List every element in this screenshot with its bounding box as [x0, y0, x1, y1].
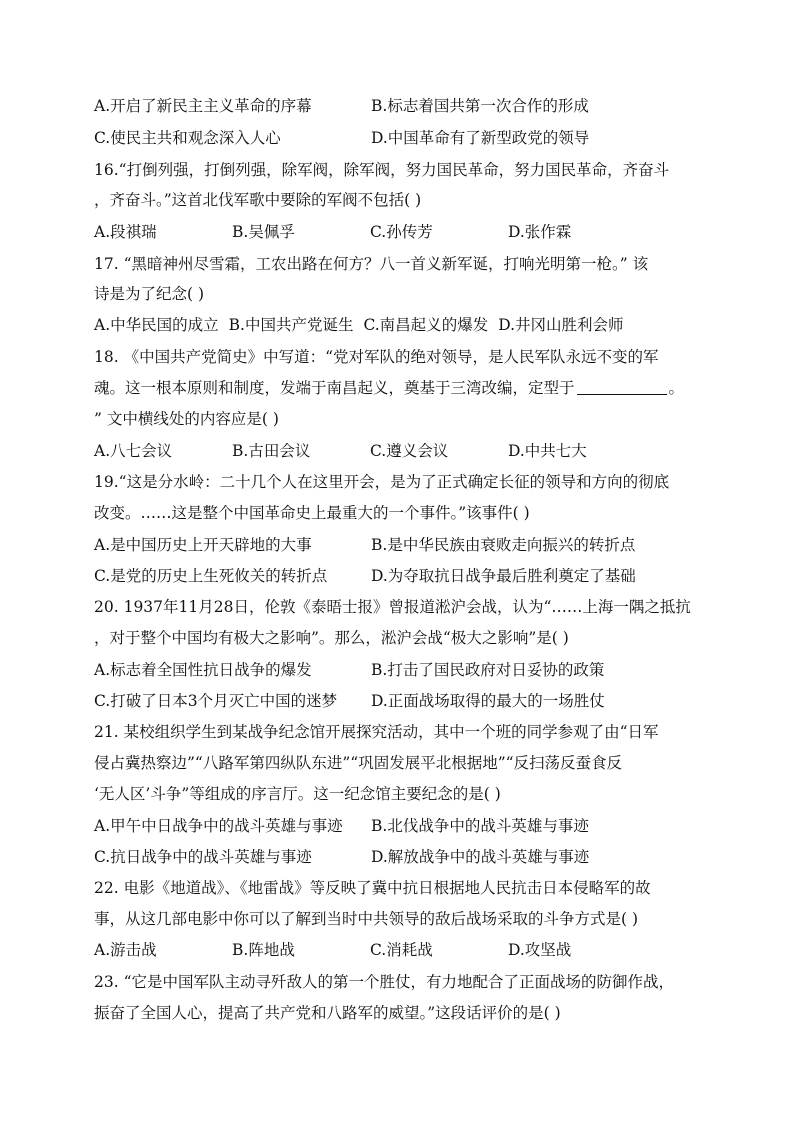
q18-option-d: D.中共七大	[508, 442, 587, 460]
q21-options-row1	[94, 816, 702, 836]
q18-stem-line3: ” 文中横线处的内容应是( )	[94, 410, 279, 428]
q19-options-row1	[94, 535, 702, 555]
q17-stem-line2: 诗是为了纪念( )	[94, 285, 205, 303]
q16-option-a: A.段祺瑞	[94, 223, 157, 241]
q15-option-c: C.使民主共和观念深入人心	[94, 129, 281, 147]
q15-options-row1	[94, 96, 702, 116]
q23-stem-line2: 振奋了全国人心，提高了共产党和八路军的威望。”这段话评价的是( )	[94, 1004, 561, 1022]
q17-option-c: C.南昌起义的爆发	[363, 316, 489, 334]
q22-stem-line1: 22. 电影《地道战》、《地雷战》等反映了冀中抗日根据地人民抗击日本侵略军的故	[94, 879, 651, 897]
q22-option-c: C.消耗战	[370, 941, 433, 959]
q20-option-c: C.打破了日本3个月灭亡中国的迷梦	[94, 692, 338, 710]
q19-stem-line2: 改变。……这是整个中国革命史上最重大的一个事件。”该事件( )	[94, 504, 530, 522]
q22-option-b: B.阵地战	[232, 941, 295, 959]
q19-stem-line1: 19.“这是分水岭：二十几个人在这里开会，是为了正式确定长征的领导和方向的彻底	[94, 473, 670, 491]
q21-stem-line3: ‘无人区’斗争”等组成的序言厅。这一纪念馆主要纪念的是( )	[94, 785, 501, 803]
q16-option-c: C.孙传芳	[370, 223, 433, 241]
q17-option-d: D.井冈山胜利会师	[498, 316, 624, 334]
q21-option-c: C.抗日战争中的战斗英雄与事迹	[94, 848, 312, 866]
q18-stem-line1: 18. 《中国共产党简史》中写道：“党对军队的绝对领导，是人民军队永远不变的军	[94, 348, 659, 366]
q20-options-row2	[94, 691, 702, 711]
q18-option-a: A.八七会议	[94, 442, 173, 460]
q16-option-d: D.张作霖	[508, 223, 572, 241]
q20-stem-line1: 20. 1937年11月28日，伦敦《泰晤士报》曾报道淞沪会战，认为“……上海一隅之抵抗	[94, 598, 691, 616]
q19-option-a: A.是中国历史上开天辟地的大事	[94, 536, 312, 554]
q18-option-c: C.遵义会议	[370, 442, 449, 460]
q21-stem-line1: 21. 某校组织学生到某战争纪念馆开展探究活动，其中一个班的同学参观了由“日军	[94, 723, 659, 741]
q16-stem-line2: ，齐奋斗。”这首北伐军歌中要除的军阀不包括( )	[94, 191, 422, 209]
q16-option-b: B.吴佩孚	[232, 223, 295, 241]
q21-option-b: B.北伐战争中的战斗英雄与事迹	[371, 817, 589, 835]
q23-stem-line1: 23. “它是中国军队主动寻歼敌人的第一个胜仗，有力地配合了正面战场的防御作战，	[94, 973, 675, 991]
q20-option-b: B.打击了国民政府对日妥协的政策	[371, 661, 605, 679]
q22-option-d: D.攻坚战	[508, 941, 572, 959]
q19-option-b: B.是中华民族由衰败走向振兴的转折点	[371, 536, 636, 554]
q18-options	[94, 441, 702, 461]
q22-option-a: A.游击战	[94, 941, 157, 959]
q19-option-c: C.是党的历史上生死攸关的转折点	[94, 567, 328, 585]
q22-stem-line2: 事，从这几部电影中你可以了解到当时中共领导的敌后战场采取的斗争方式是( )	[94, 910, 639, 928]
q20-stem-line2: ，对于整个中国均有极大之影响”。那么，淞沪会战“极大之影响”是( )	[94, 629, 569, 647]
q16-stem-line1: 16.“打倒列强，打倒列强，除军阀，除军阀，努力国民革命，努力国民革命，齐奋斗	[94, 161, 670, 179]
q16-options	[94, 222, 702, 242]
q17-option-b: B.中国共产党诞生	[228, 316, 354, 334]
q18-stem-line2-text: 魂。这一根本原则和制度，发端于南昌起义，奠基于三湾改编，定型于	[94, 379, 575, 397]
q19-option-d: D.为夺取抗日战争最后胜利奠定了基础	[371, 567, 636, 585]
q18-stem-line2	[94, 378, 702, 398]
q15-option-b: B.标志着国共第一次合作的形成	[371, 97, 589, 115]
q15-options-row2	[94, 128, 702, 148]
q20-options-row1	[94, 660, 702, 680]
q20-option-d: D.正面战场取得的最大的一场胜仗	[371, 692, 605, 710]
q17-stem-line1: 17. “黑暗神州尽雪霜，工农出路在何方？八一首义新军诞，打响光明第一枪。” 该	[94, 255, 649, 273]
q20-option-a: A.标志着全国性抗日战争的爆发	[94, 661, 312, 679]
q21-option-d: D.解放战争中的战斗英雄与事迹	[371, 848, 590, 866]
q18-stem-line2-end: 。	[668, 379, 685, 397]
q17-option-a: A.中华民国的成立	[94, 316, 219, 334]
q21-option-a: A.甲午中日战争中的战斗英雄与事迹	[94, 817, 343, 835]
q17-options	[94, 315, 702, 335]
q21-stem-line2: 侵占冀热察边”“八路军第四纵队东进”“巩固发展平北根据地”“反扫荡反蚕食反	[94, 754, 623, 772]
q19-options-row2	[94, 566, 702, 586]
q18-option-b: B.古田会议	[232, 442, 311, 460]
q21-options-row2	[94, 847, 702, 867]
q18-answer-blank	[577, 379, 667, 395]
q15-option-a: A.开启了新民主主义革命的序幕	[94, 97, 312, 115]
q15-option-d: D.中国革命有了新型政党的领导	[371, 129, 590, 147]
q22-options	[94, 940, 702, 960]
